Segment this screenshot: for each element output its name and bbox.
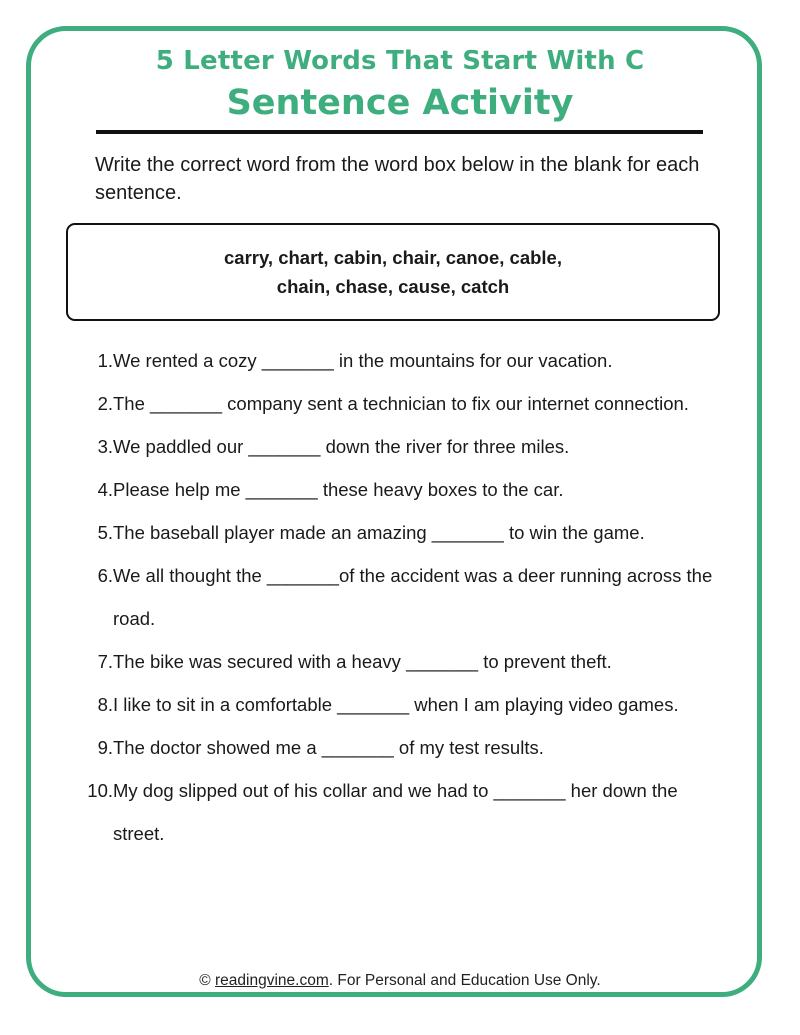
sentence-item <box>76 382 726 425</box>
sentence-text: The doctor showed me a _______ of my test results. <box>113 737 544 758</box>
instructions: Write the correct word from the word box below in the blank for each sentence. <box>95 154 700 204</box>
sentence-number: 10. <box>87 780 113 801</box>
worksheet-subtitle: 5 Letter Words That Start With C <box>155 46 645 76</box>
footer-note: . For Personal and Education Use Only. <box>328 972 601 989</box>
sentence-text: We all thought the _______of the accident was a deer running across the road. <box>113 565 713 629</box>
sentence-item <box>76 468 726 511</box>
word-box-line-2: chain, chase, cause, catch <box>276 276 510 297</box>
sentence-number: 5. <box>97 522 113 543</box>
sentence-text: Please help me _______ these heavy boxes to the car. <box>113 479 564 500</box>
sentence-item <box>76 554 726 640</box>
sentence-item <box>76 769 726 855</box>
sentence-item <box>76 640 726 683</box>
sentence-number: 1. <box>97 350 113 371</box>
sentence-text: The _______ company sent a technician to fix our internet connection. <box>113 393 689 414</box>
copyright-symbol: © <box>199 972 211 989</box>
worksheet-title: Sentence Activity <box>226 83 574 123</box>
sentence-item <box>76 511 726 554</box>
sentence-text: We paddled our _______ down the river for three miles. <box>113 436 570 457</box>
sentence-number: 6. <box>97 565 113 586</box>
sentence-number: 7. <box>97 651 113 672</box>
word-box <box>66 223 720 321</box>
sentence-item <box>76 726 726 769</box>
sentence-number: 8. <box>97 694 113 715</box>
footer-link[interactable]: readingvine.com <box>215 972 329 989</box>
word-box-line-1: carry, chart, cabin, chair, canoe, cable, <box>224 247 562 268</box>
sentence-item <box>76 425 726 468</box>
title-divider <box>96 130 703 134</box>
sentence-text: The bike was secured with a heavy _______ to prevent theft. <box>113 651 612 672</box>
footer <box>0 972 800 990</box>
sentence-number: 2. <box>97 393 113 414</box>
sentence-item <box>76 683 726 726</box>
sentence-text: We rented a cozy _______ in the mountains for our vacation. <box>113 350 613 371</box>
sentence-list <box>76 339 726 855</box>
sentence-text: My dog slipped out of his collar and we had to _______ her down the street. <box>113 780 678 844</box>
sentence-number: 9. <box>97 737 113 758</box>
sentence-number: 4. <box>97 479 113 500</box>
sentence-item <box>76 339 726 382</box>
sentence-text: The baseball player made an amazing _______ to win the game. <box>113 522 645 543</box>
sentence-text: I like to sit in a comfortable _______ when I am playing video games. <box>113 694 679 715</box>
sentence-number: 3. <box>97 436 113 457</box>
